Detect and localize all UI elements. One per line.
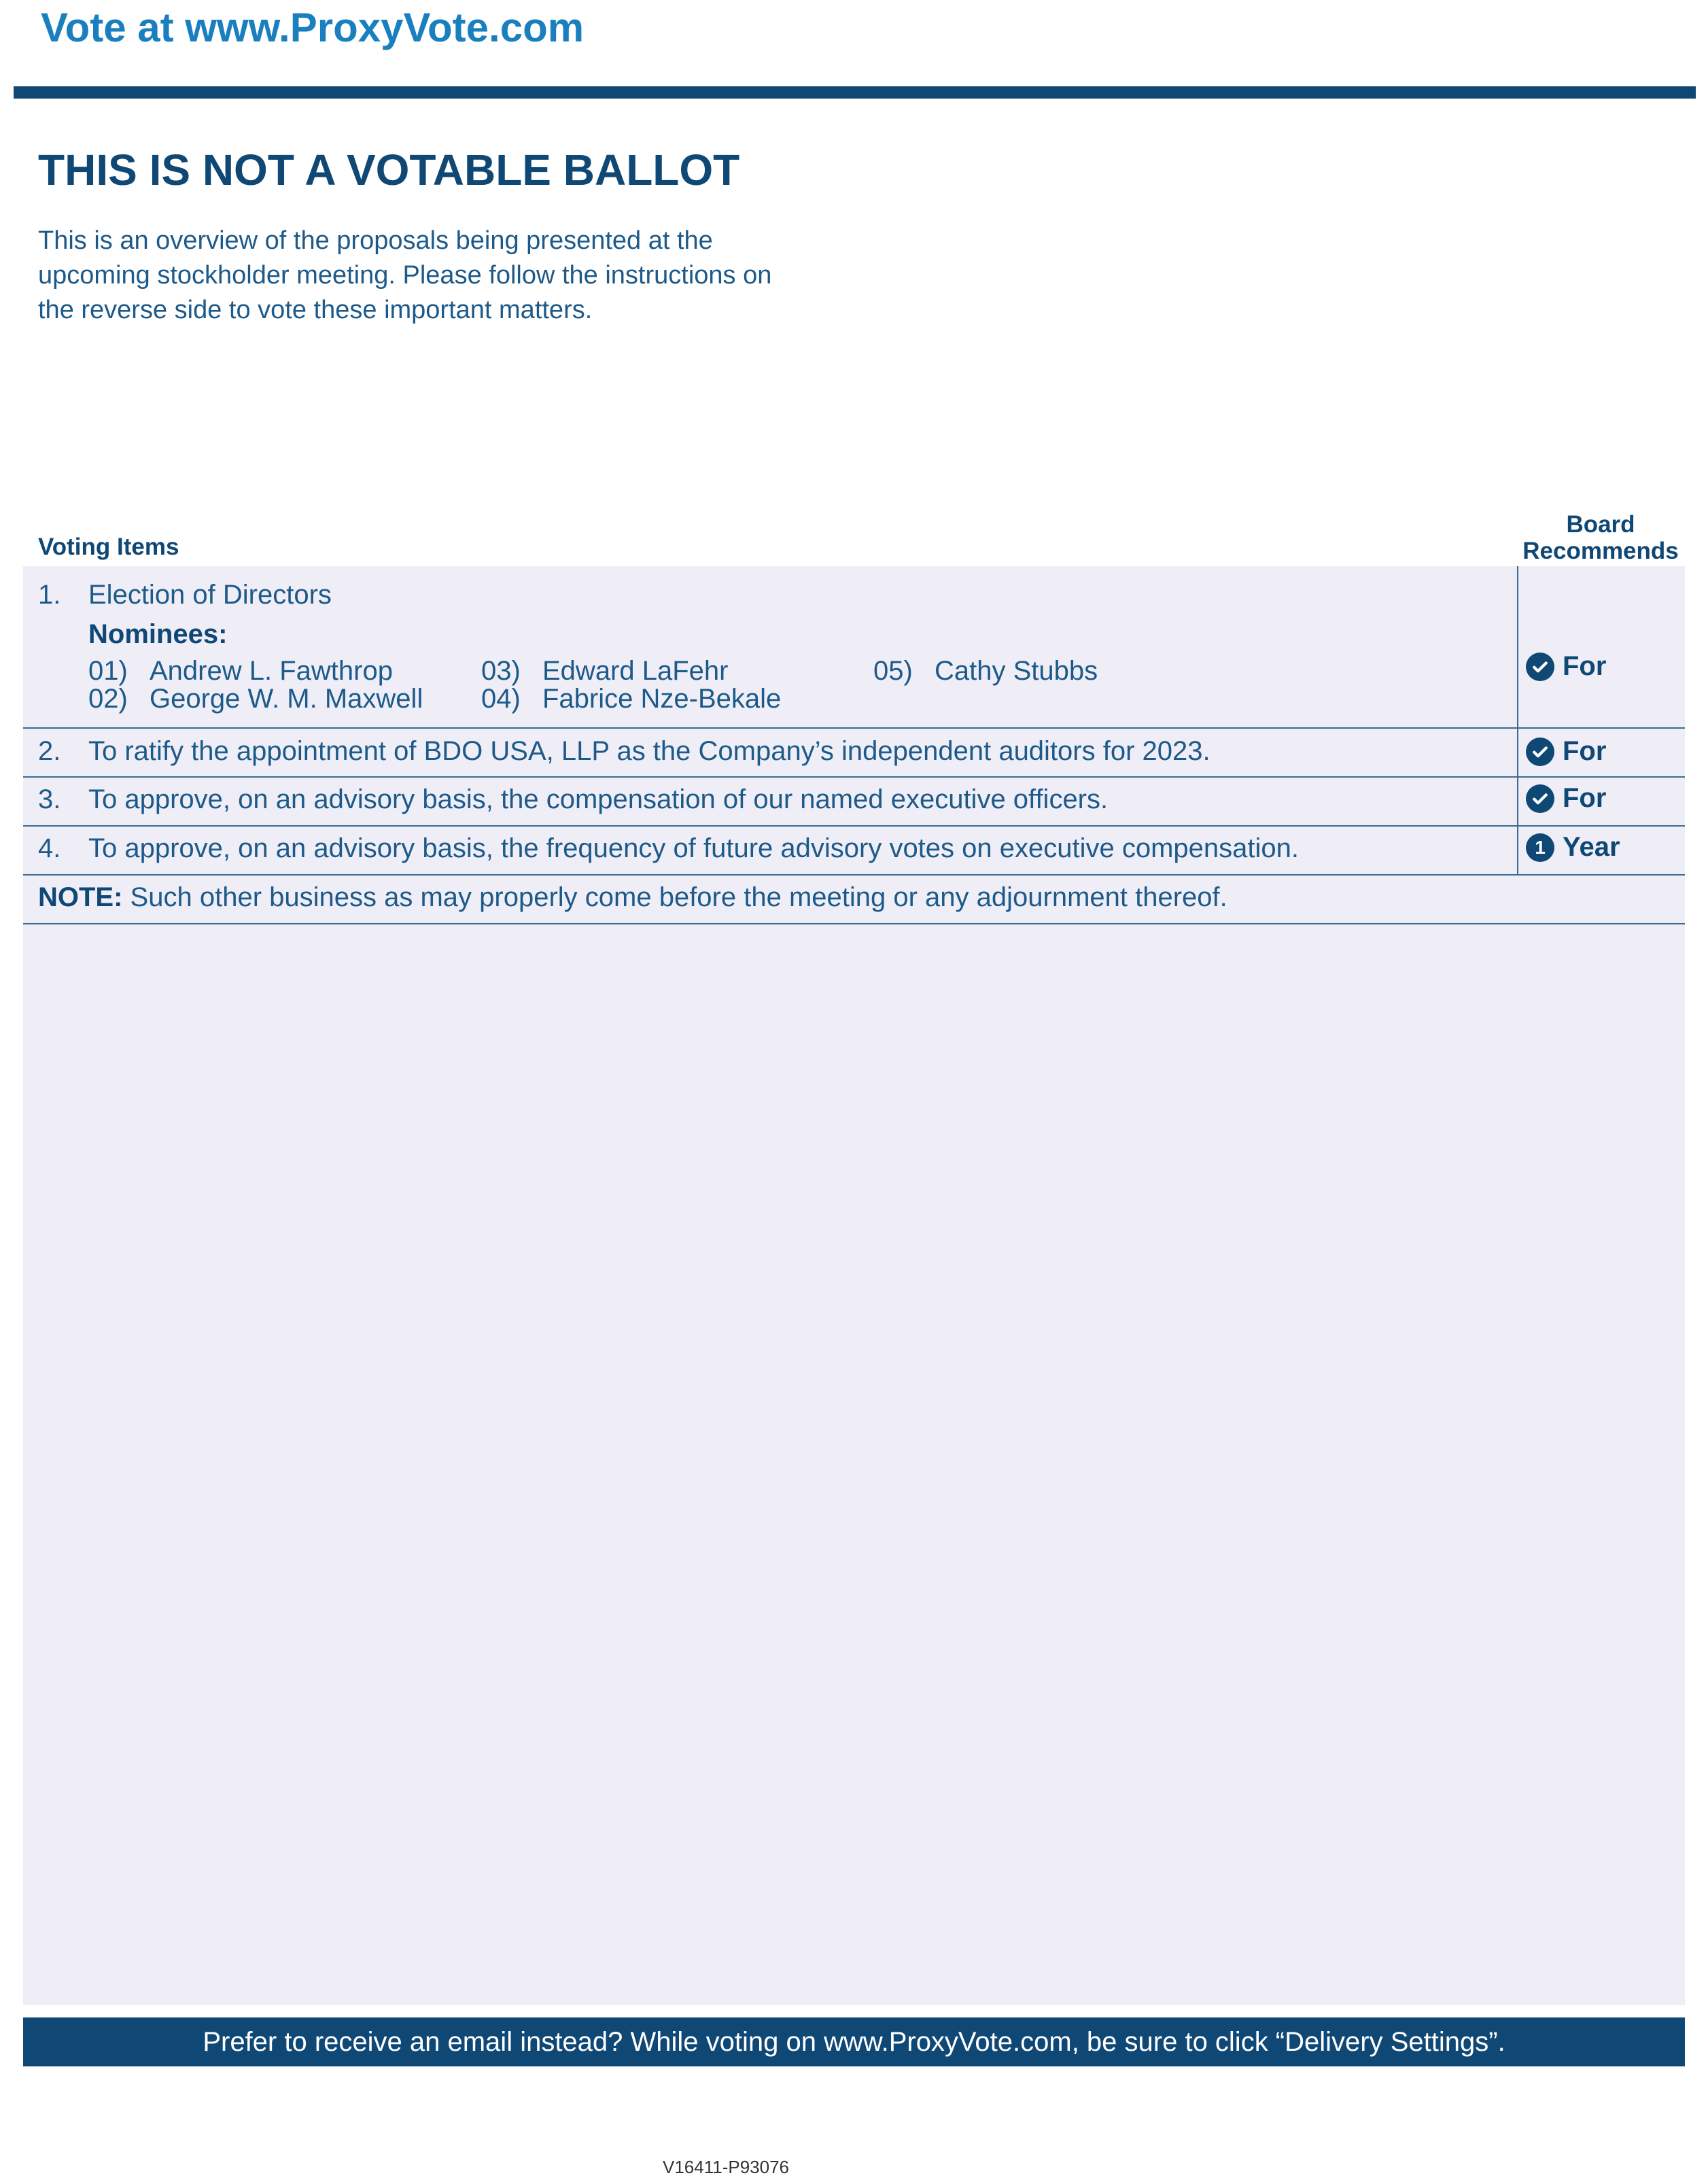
column-header-board-recommends [1516, 511, 1686, 564]
recommendation-column-divider [1517, 566, 1518, 875]
column-header-board-line: Recommends [1522, 538, 1679, 564]
item-text: To ratify the appointment of BDO USA, LLP as the Company’s independent auditors for 2023. [88, 736, 1210, 766]
note-label: NOTE: [38, 882, 123, 912]
item-number: 3. [38, 784, 61, 814]
recommendation-for [1526, 651, 1606, 682]
recommendation-label: For [1563, 651, 1607, 681]
footer-banner [23, 2017, 1685, 2066]
item-text: To approve, on an advisory basis, the frequency of future advisory votes on executive compensation. [88, 833, 1300, 863]
badge-number: 1 [1535, 836, 1546, 858]
header-divider [14, 86, 1696, 99]
row-divider [23, 727, 1685, 729]
column-header-voting-items: Voting Items [38, 534, 179, 560]
nominee-number: 02) [88, 684, 128, 714]
footer-banner-text: Prefer to receive an email instead? While voting on www.ProxyVote.com, be sure to click “Delivery Settings”. [203, 2026, 1505, 2057]
item-number: 2. [38, 736, 61, 766]
recommendation-label: Year [1563, 832, 1620, 862]
recommendation-for [1526, 783, 1606, 814]
row-divider [23, 874, 1685, 876]
nominee-number: 04) [481, 684, 521, 714]
row-divider [23, 776, 1685, 778]
page-title: THIS IS NOT A VOTABLE BALLOT [38, 145, 740, 194]
nominee-name: Fabrice Nze-Bekale [542, 684, 782, 714]
check-circle-icon [1526, 738, 1554, 766]
nominees-label: Nominees: [88, 619, 228, 649]
intro-paragraph [38, 224, 888, 328]
recommendation-for [1526, 736, 1606, 767]
item-number: 4. [38, 833, 61, 863]
nominee-number: 01) [88, 656, 128, 686]
check-circle-icon [1526, 784, 1554, 813]
intro-line: This is an overview of the proposals being presented at the [38, 226, 713, 255]
item-text: To approve, on an advisory basis, the compensation of our named executive officers. [88, 784, 1109, 814]
nominee-name: Cathy Stubbs [935, 656, 1098, 686]
check-circle-icon [1526, 653, 1554, 681]
item-number: 1. [38, 580, 61, 610]
recommendation-label: For [1563, 736, 1607, 766]
nominee-name: George W. M. Maxwell [150, 684, 423, 714]
nominee-name: Edward LaFehr [542, 656, 729, 686]
column-header-board-line: Board [1566, 511, 1635, 538]
voting-items-table [23, 566, 1685, 2005]
note-text: Such other business as may properly come before the meeting or any adjournment thereof. [122, 882, 1227, 912]
header-title: Vote at www.ProxyVote.com [41, 5, 585, 50]
row-divider [23, 923, 1685, 924]
recommendation-year [1526, 832, 1620, 863]
nominee-number: 03) [481, 656, 521, 686]
row-divider [23, 825, 1685, 827]
document-code: V16411-P93076 [663, 2157, 790, 2177]
recommendation-label: For [1563, 783, 1607, 813]
intro-line: upcoming stockholder meeting. Please follow the instructions on [38, 261, 772, 290]
intro-line: the reverse side to vote these important matters. [38, 296, 593, 324]
nominee-name: Andrew L. Fawthrop [150, 656, 393, 686]
number-one-circle-icon [1526, 833, 1554, 862]
note [38, 882, 1227, 913]
item-text: Election of Directors [88, 580, 332, 610]
nominee-number: 05) [873, 656, 913, 686]
